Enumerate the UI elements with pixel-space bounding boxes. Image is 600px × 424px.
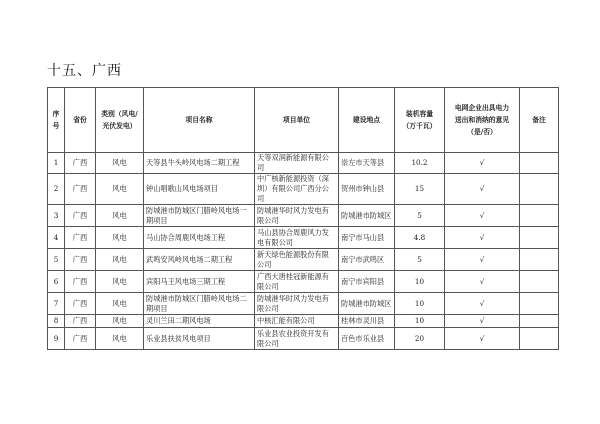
cell-no: 3	[48, 205, 65, 227]
header-grid-opinion	[445, 88, 520, 153]
cell-capacity: 20	[395, 328, 445, 350]
cell-location: 桂林市灵川县	[339, 315, 395, 328]
cell-remark	[520, 293, 559, 315]
table-row	[48, 293, 559, 315]
cell-capacity: 4.8	[395, 227, 445, 249]
cell-no: 1	[48, 153, 65, 174]
cell-project-name: 天等县牛头岭风电场二期工程	[144, 153, 255, 174]
cell-project-name: 武鸣安风岭风电场二期工程	[144, 249, 255, 271]
cell-capacity: 15	[395, 174, 445, 205]
header-location: 建设地点	[339, 88, 395, 153]
table-row	[48, 328, 559, 350]
table-row	[48, 205, 559, 227]
cell-location: 崇左市天等县	[339, 153, 395, 174]
header-grid-line2: 送出和消纳的意见	[454, 116, 510, 124]
cell-province: 广西	[65, 205, 96, 227]
cell-category: 风电	[96, 328, 144, 350]
cell-location: 南宁市马山县	[339, 227, 395, 249]
cell-project-name: 灵川兰田二期风电场	[144, 315, 255, 328]
cell-location: 百色市乐业县	[339, 328, 395, 350]
cell-remark	[520, 249, 559, 271]
cell-remark	[520, 328, 559, 350]
cell-project-unit: 乐业县农业投资开发有限公司	[255, 328, 339, 350]
cell-no: 2	[48, 174, 65, 205]
table-row	[48, 174, 559, 205]
cell-province: 广西	[65, 174, 96, 205]
cell-no: 7	[48, 293, 65, 315]
cell-remark	[520, 205, 559, 227]
cell-location: 防城港市防城区	[339, 205, 395, 227]
cell-project-unit: 中广核新能源投资（深圳）有限公司广西分公司	[255, 174, 339, 205]
cell-no: 6	[48, 271, 65, 293]
header-grid-line1: 电网企业出具电力	[454, 104, 510, 112]
cell-category: 风电	[96, 153, 144, 174]
cell-project-unit: 防城港华时风力发电有限公司	[255, 205, 339, 227]
cell-location: 防城港市防城区	[339, 293, 395, 315]
cell-capacity: 10	[395, 315, 445, 328]
cell-remark	[520, 174, 559, 205]
cell-project-name: 防城港市防城区门腊岭风电场一期项目	[144, 205, 255, 227]
projects-table	[47, 87, 559, 350]
table-row	[48, 271, 559, 293]
cell-category: 风电	[96, 205, 144, 227]
cell-remark	[520, 153, 559, 174]
cell-location: 南宁市武鸣区	[339, 249, 395, 271]
header-row	[48, 88, 559, 153]
cell-grid: √	[445, 153, 520, 174]
header-capacity-line2: （万千瓦）	[402, 122, 437, 130]
cell-category: 风电	[96, 174, 144, 205]
cell-project-name: 宾阳马王风电场三期工程	[144, 271, 255, 293]
cell-province: 广西	[65, 315, 96, 328]
cell-grid: √	[445, 227, 520, 249]
cell-category: 风电	[96, 227, 144, 249]
cell-location: 南宁市宾阳县	[339, 271, 395, 293]
cell-category: 风电	[96, 293, 144, 315]
cell-province: 广西	[65, 227, 96, 249]
cell-province: 广西	[65, 153, 96, 174]
cell-grid: √	[445, 249, 520, 271]
cell-project-unit: 防城港华时风力发电有限公司	[255, 293, 339, 315]
table-row	[48, 153, 559, 174]
cell-project-name: 乐业县扶贫风电项目	[144, 328, 255, 350]
cell-project-unit: 天等双润新能源有限公司	[255, 153, 339, 174]
cell-project-unit: 中核汇能有限公司	[255, 315, 339, 328]
cell-no: 9	[48, 328, 65, 350]
header-project-unit: 项目单位	[255, 88, 339, 153]
cell-no: 8	[48, 315, 65, 328]
cell-no: 4	[48, 227, 65, 249]
cell-capacity: 5	[395, 249, 445, 271]
cell-grid: √	[445, 328, 520, 350]
cell-province: 广西	[65, 271, 96, 293]
cell-project-unit: 广西大唐桂冠新能源有限公司	[255, 271, 339, 293]
cell-capacity: 5	[395, 205, 445, 227]
cell-grid: √	[445, 205, 520, 227]
header-project-name: 项目名称	[144, 88, 255, 153]
table-row	[48, 249, 559, 271]
cell-project-unit: 马山县协合周鹿风力发电有限公司	[255, 227, 339, 249]
header-remarks: 备注	[520, 88, 559, 153]
header-capacity	[395, 88, 445, 153]
table-row	[48, 315, 559, 328]
header-capacity-line1: 装机容量	[405, 110, 434, 118]
cell-no: 5	[48, 249, 65, 271]
cell-project-name: 马山协合周鹿风电场工程	[144, 227, 255, 249]
cell-project-name: 防城港市防城区门腊岭风电场二期项目	[144, 293, 255, 315]
cell-project-unit: 新天绿色能源股份有限公司	[255, 249, 339, 271]
cell-remark	[520, 271, 559, 293]
cell-capacity: 10	[395, 293, 445, 315]
cell-province: 广西	[65, 293, 96, 315]
cell-remark	[520, 315, 559, 328]
header-no: 序号	[48, 88, 65, 153]
table-row	[48, 227, 559, 249]
cell-category: 风电	[96, 315, 144, 328]
cell-grid: √	[445, 293, 520, 315]
header-grid-line3: （是/否）	[467, 128, 497, 136]
cell-province: 广西	[65, 328, 96, 350]
cell-remark	[520, 227, 559, 249]
cell-grid: √	[445, 315, 520, 328]
cell-location: 贺州市钟山县	[339, 174, 395, 205]
cell-grid: √	[445, 271, 520, 293]
section-title: 十五、广西	[47, 63, 122, 79]
cell-category: 风电	[96, 249, 144, 271]
cell-grid: √	[445, 174, 520, 205]
cell-province: 广西	[65, 249, 96, 271]
cell-capacity: 10	[395, 271, 445, 293]
cell-capacity: 10.2	[395, 153, 445, 174]
cell-category: 风电	[96, 271, 144, 293]
header-category: 类别（风电/光伏发电）	[96, 88, 144, 153]
cell-project-name: 钟山唱歌山风电场项目	[144, 174, 255, 205]
header-province: 省份	[65, 88, 96, 153]
